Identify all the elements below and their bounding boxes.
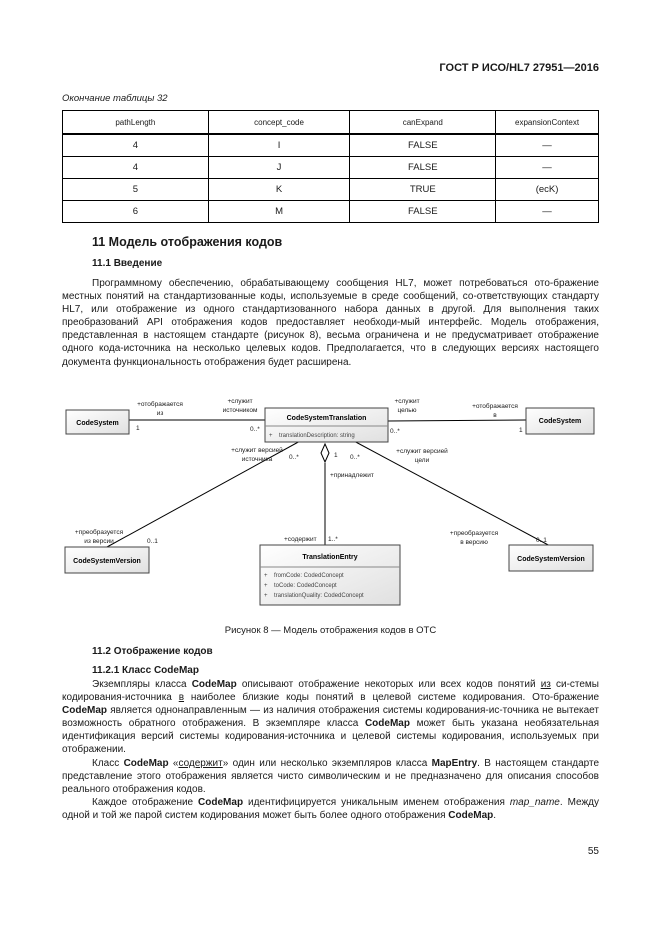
table-cell: 6 bbox=[63, 201, 209, 223]
role-label: в версию bbox=[460, 539, 488, 546]
multiplicity: 1..* bbox=[328, 536, 338, 543]
table-cell: — bbox=[496, 157, 599, 179]
class-name: TranslationEntry bbox=[302, 554, 358, 561]
class-attribute: translationQuality: CodedConcept bbox=[274, 593, 364, 599]
role-label: +служит версией bbox=[396, 448, 448, 455]
association-line bbox=[388, 420, 526, 421]
table-cell: M bbox=[208, 201, 350, 223]
column-header: concept_code bbox=[208, 111, 350, 135]
table-cell: — bbox=[496, 134, 599, 157]
subsection-title: 11.2 Отображение кодов bbox=[92, 646, 213, 657]
codemap-text bbox=[62, 678, 599, 822]
role-label: цели bbox=[414, 457, 430, 464]
table-cell: — bbox=[496, 201, 599, 223]
aggregation-diamond bbox=[321, 444, 329, 462]
class-code-system-right bbox=[526, 408, 594, 434]
role-label: из bbox=[156, 410, 164, 417]
role-label: +преобразуется bbox=[449, 530, 499, 537]
class-ref: CodeMap bbox=[191, 679, 237, 690]
role-label: +отображается bbox=[472, 403, 518, 410]
table-cell: K bbox=[208, 179, 350, 201]
uml-class-diagram bbox=[62, 395, 599, 607]
class-name: CodeSystem bbox=[76, 420, 119, 427]
association-line bbox=[107, 440, 302, 547]
class-ref: CodeMap bbox=[448, 809, 494, 821]
role-label: +отображается bbox=[137, 401, 183, 408]
figure-caption: Рисунок 8 — Модель отображения кодов в ОТС bbox=[224, 625, 437, 636]
role-label: +преобразуется bbox=[74, 529, 124, 536]
data-table bbox=[62, 110, 599, 223]
class-ref: CodeMap bbox=[62, 705, 107, 717]
table-cell: I bbox=[208, 134, 350, 157]
multiplicity: 1 bbox=[519, 427, 523, 434]
paragraph: Класс CodeMap «содержит» один или несколько экземпляров класса MapEntry. В настоящем стандарте представление этого отображения является чисто символическим и не предназначено для описания способов реального отображения кодов. bbox=[62, 757, 600, 795]
table-row bbox=[63, 157, 599, 179]
visibility-marker: + bbox=[264, 583, 268, 589]
role-label: целью bbox=[397, 407, 417, 414]
role-label: +служит bbox=[394, 398, 420, 405]
class-code-system-translation bbox=[265, 408, 388, 442]
table-cell: FALSE bbox=[350, 157, 496, 179]
class-code-system-version-right bbox=[509, 545, 593, 571]
table-cell: FALSE bbox=[350, 201, 496, 223]
paragraph: Каждое отображение CodeMap идентифицируется уникальным именем отображения map_name. Между одной и той же парой систем кодирования может быть более одного отображения CodeMap. bbox=[62, 796, 600, 821]
table-row bbox=[63, 134, 599, 157]
role-label: источником bbox=[222, 407, 258, 414]
role-label: в bbox=[493, 412, 497, 419]
document-header: ГОСТ Р ИСО/HL7 27951—2016 bbox=[439, 62, 599, 74]
table-cell: J bbox=[208, 157, 350, 179]
subsection-title: 11.1 Введение bbox=[92, 258, 163, 269]
class-name: CodeSystemVersion bbox=[517, 556, 585, 563]
class-name: CodeSystemVersion bbox=[73, 558, 141, 565]
table-row bbox=[63, 179, 599, 201]
table-cell: 5 bbox=[63, 179, 209, 201]
multiplicity: 0..1 bbox=[536, 537, 547, 544]
multiplicity: 1 bbox=[334, 452, 338, 459]
class-code-system-left bbox=[66, 410, 129, 434]
class-ref: CodeMap bbox=[123, 757, 169, 769]
role-label: +принадлежит bbox=[330, 472, 374, 479]
table-cell: (ecK) bbox=[496, 179, 599, 201]
table-row bbox=[63, 201, 599, 223]
class-ref: CodeMap bbox=[364, 718, 410, 730]
page-number: 55 bbox=[587, 846, 599, 857]
multiplicity: 0..* bbox=[390, 428, 400, 435]
table-cell: 4 bbox=[63, 157, 209, 179]
role-label: +служит версией bbox=[231, 447, 283, 454]
multiplicity: 0..* bbox=[350, 454, 360, 461]
role-label: +содержит bbox=[284, 536, 317, 543]
table-cell: FALSE bbox=[350, 134, 496, 157]
class-name: CodeSystem bbox=[538, 418, 582, 425]
visibility-marker: + bbox=[269, 433, 273, 439]
class-attribute: fromCode: CodedConcept bbox=[274, 573, 344, 579]
table-header-row bbox=[63, 111, 599, 135]
class-name: CodeSystemTranslation bbox=[286, 415, 367, 422]
role-label: +служит bbox=[227, 398, 253, 405]
column-header: canExpand bbox=[350, 111, 496, 135]
multiplicity: 0..1 bbox=[147, 538, 158, 545]
multiplicity-labels bbox=[136, 425, 547, 545]
multiplicity: 0..* bbox=[250, 426, 260, 433]
class-ref: MapEntry bbox=[431, 757, 478, 769]
section-title: 11 Модель отображения кодов bbox=[92, 235, 283, 249]
column-header: expansionContext bbox=[496, 111, 599, 135]
intro-text bbox=[62, 277, 599, 369]
role-label: из версии bbox=[84, 538, 114, 545]
subsection-title: 11.2.1 Класс CodeMap bbox=[92, 665, 199, 676]
paragraph: Программному обеспечению, обрабатывающему сообщения HL7, может потребоваться ото-бражение местных понятий на стандартизованные коды, используемые в среде сообщений, со-ответствующих стандарту HL7, или отображение из одного стандартизованного набора данных в другой. Для выполнения таких преобразований API отображения кодов предоставляет необходи-мый интерфейс. Модель отображения, представленная в настоящем стандарте (рисунок 8), весьма ограничена и не предусматривает отображение одного кода-источника на несколько целевых кодов. Предполагается, что в следующих версиях настоящего документа функциональность отображения будет расширена. bbox=[62, 278, 599, 368]
class-translation-entry bbox=[260, 545, 400, 605]
multiplicity: 0..* bbox=[289, 454, 299, 461]
table-cell: TRUE bbox=[350, 179, 496, 201]
class-attribute: toCode: CodedConcept bbox=[274, 583, 337, 589]
class-code-system-version-left bbox=[65, 547, 149, 573]
column-header: pathLength bbox=[63, 111, 209, 135]
visibility-marker: + bbox=[264, 573, 268, 579]
multiplicity: 1 bbox=[136, 425, 140, 432]
class-attribute: translationDescription: string bbox=[279, 433, 355, 439]
paragraph: Экземпляры класса CodeMap описывают отображение некоторых или всех кодов понятий из си-стемы кодирования-источника в наиболее близкие коды понятий в целевой системе кодирования. Ото-бражение CodeMap является однонаправленным — из наличия отображения системы кодирования-ис-точника не вытекает возможность обратного отображения. В экземпляре класса CodeMap может быть указана необязательная идентификация версий системы кодирования-источника и целевой системы кодирования, используемых при отображении. bbox=[62, 679, 600, 756]
class-ref: CodeMap bbox=[198, 796, 244, 808]
role-label: источника bbox=[241, 456, 273, 463]
visibility-marker: + bbox=[264, 593, 268, 599]
table-caption: Окончание таблицы 32 bbox=[62, 93, 168, 104]
table-cell: 4 bbox=[63, 134, 209, 157]
